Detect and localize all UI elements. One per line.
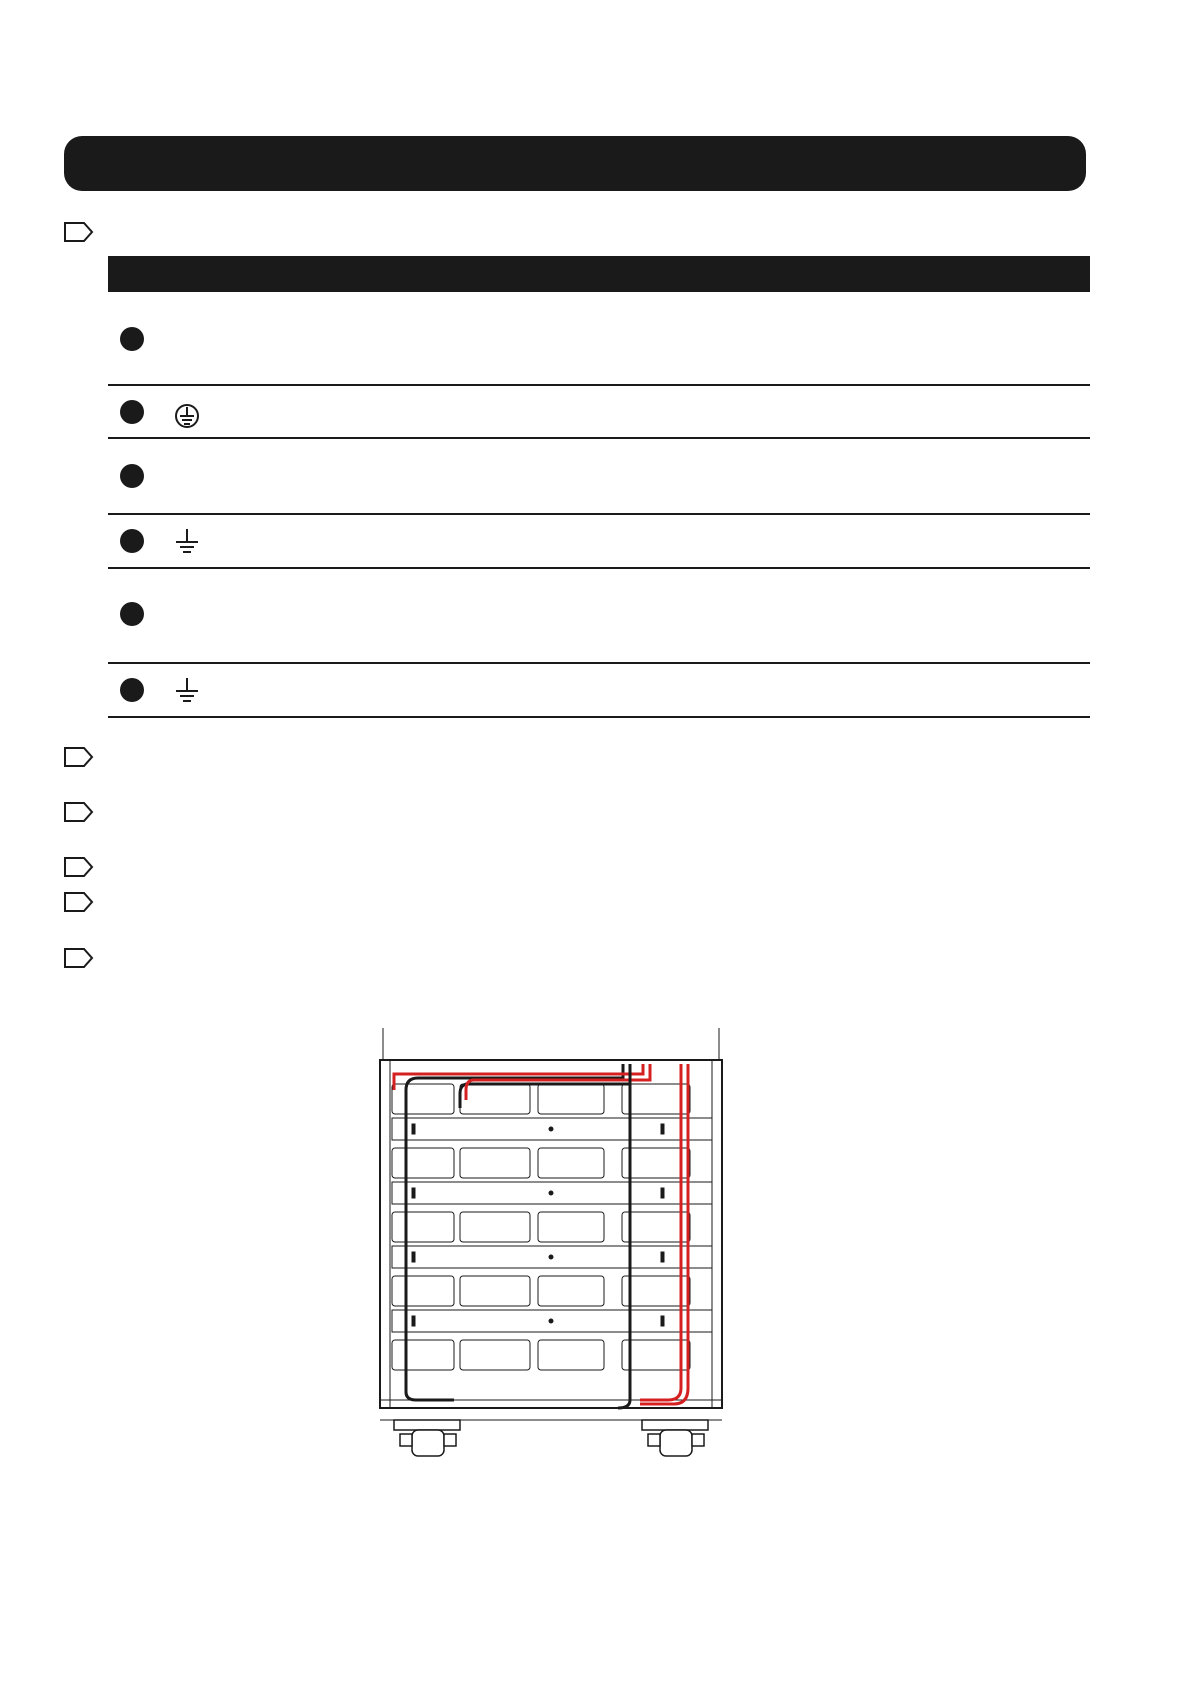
battery-block <box>538 1084 604 1114</box>
table-header <box>108 256 1090 292</box>
row-number-6 <box>120 678 144 702</box>
row-divider <box>108 567 1090 569</box>
row-divider <box>108 662 1090 664</box>
strap-label <box>661 1124 664 1134</box>
battery-block <box>392 1276 454 1306</box>
strap-label <box>661 1316 664 1326</box>
caster-left <box>394 1420 460 1456</box>
row-number-3 <box>120 464 144 488</box>
caster-right <box>642 1420 708 1456</box>
step-marker-icon <box>64 802 94 822</box>
step-marker-icon <box>64 747 94 767</box>
row-divider <box>108 384 1090 386</box>
step-marker-icon <box>64 948 94 968</box>
strap-screw <box>549 1191 553 1195</box>
battery-block <box>460 1148 530 1178</box>
row-divider <box>108 437 1090 439</box>
strap-label <box>412 1316 415 1326</box>
battery-block <box>460 1276 530 1306</box>
battery-block <box>460 1212 530 1242</box>
strap-label <box>412 1124 415 1134</box>
row-number-4 <box>120 529 144 553</box>
section-title-bar <box>64 136 1086 191</box>
row-number-2 <box>120 400 144 424</box>
step-marker-icon <box>64 892 94 912</box>
strap-screw <box>549 1255 553 1259</box>
battery-block <box>392 1148 454 1178</box>
strap-screw <box>549 1127 553 1131</box>
row-divider <box>108 513 1090 515</box>
strap-screw <box>549 1319 553 1323</box>
row-divider <box>108 716 1090 718</box>
battery-block <box>460 1340 530 1370</box>
battery-block <box>460 1084 530 1114</box>
battery-cabinet-diagram <box>378 1028 724 1458</box>
strap-label <box>661 1188 664 1198</box>
ground-icon <box>174 676 200 704</box>
battery-block <box>538 1148 604 1178</box>
strap-label <box>412 1252 415 1262</box>
battery-block <box>538 1276 604 1306</box>
strap-label <box>412 1188 415 1198</box>
battery-block <box>538 1340 604 1370</box>
protective-earth-icon <box>174 402 200 430</box>
row-number-5 <box>120 602 144 626</box>
step-marker-icon <box>64 222 94 242</box>
battery-block <box>392 1340 454 1370</box>
strap-label <box>661 1252 664 1262</box>
ground-icon <box>174 527 200 555</box>
row-number-1 <box>120 327 144 351</box>
battery-block <box>392 1084 454 1114</box>
battery-block <box>538 1212 604 1242</box>
battery-block <box>392 1212 454 1242</box>
step-marker-icon <box>64 857 94 877</box>
